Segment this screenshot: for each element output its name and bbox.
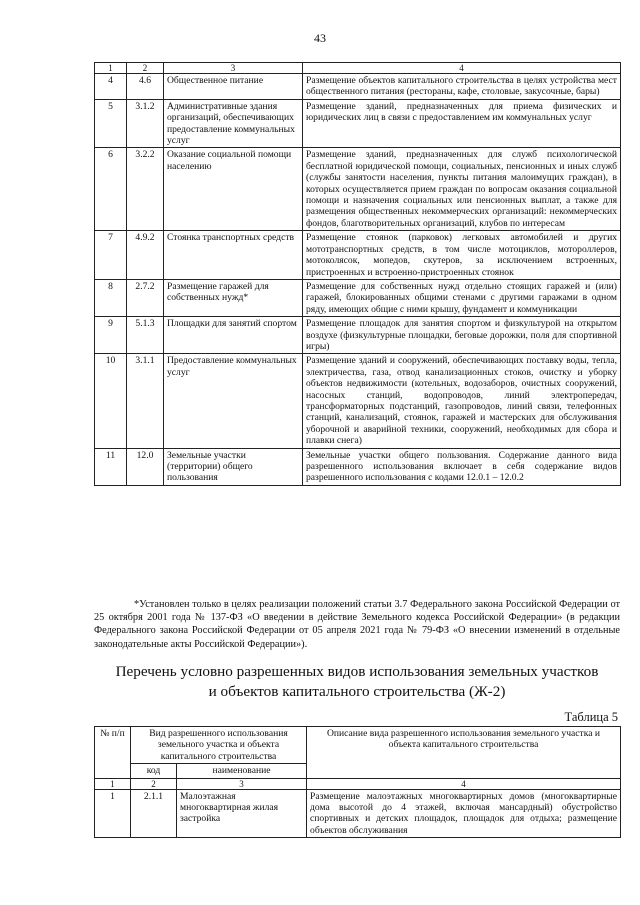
row-number: 10 bbox=[95, 354, 127, 448]
use-code: 3.2.2 bbox=[127, 148, 164, 231]
table-caption: Таблица 5 bbox=[564, 710, 618, 724]
row-number: 11 bbox=[95, 448, 127, 485]
row-number: 5 bbox=[95, 99, 127, 148]
use-description: Размещение стоянок (парковок) легковых автомобилей и других мототранспортных средств, в том числе мотоциклов, мотороллеров, мотоколясок, мопедов, скутеров, за исключением встроенных, пристроенных и встроенно-пристроенных стоянок bbox=[303, 231, 621, 280]
use-name: Предоставление коммунальных услуг bbox=[164, 354, 303, 448]
use-description: Размещение зданий и сооружений, обеспечивающих поставку воды, тепла, электричества, газа, отвод канализационных стоков, очистку и уборку объектов недвижимости (котельных, водозаборов, очистных сооружений, насосных станций, водопроводов, линий электропередач, трансформаторных подстанций, газопроводов, линий связи, телефонных станций, канализаций, стоянок, гаражей и мастерских для обслуживания уборочной и аварийной техники, сооружений, необходимых для сбора и плавки снега) bbox=[303, 354, 621, 448]
use-code: 5.1.3 bbox=[127, 317, 164, 354]
use-description: Размещение зданий, предназначенных для приема физических и юридических лиц в связи с предоставлением им коммунальных услуг bbox=[303, 99, 621, 148]
conditional-use-table bbox=[94, 726, 621, 838]
table-row bbox=[95, 231, 621, 280]
row-number: 8 bbox=[95, 279, 127, 316]
use-name: Административные здания организаций, обеспечивающих предоставление коммунальных услуг bbox=[164, 99, 303, 148]
land-use-table-continued bbox=[94, 62, 621, 486]
header-use-type: Вид разрешенного использования земельного участка и объекта капитального строительства bbox=[131, 727, 307, 764]
header-number: № п/п bbox=[95, 727, 131, 779]
section-heading bbox=[94, 662, 620, 701]
footnote: *Установлен только в целях реализации положений статьи 3.7 Федерального закона Российской Федерации от 25 октября 2001 года № 137-ФЗ «О введении в действие Земельного кодекса Российской Федерации» (в редакции Федерального закона Российской Федерации от 05 апреля 2021 года № 79-ФЗ «О внесении изменений в отдельные законодательные акты Российской Федерации»). bbox=[94, 599, 620, 650]
use-description: Размещение малоэтажных многоквартирных домов (многоквартирные дома высотой до 4 этажей, включая мансардный) обустройство спортивных и детских площадок, площадок для отдыха; размещение объектов обслуживания bbox=[307, 789, 621, 838]
heading-line: Перечень условно разрешенных видов использования земельных участков bbox=[115, 663, 599, 680]
header-row bbox=[95, 727, 621, 764]
header-code: код bbox=[131, 764, 177, 778]
use-code: 3.1.1 bbox=[127, 354, 164, 448]
use-name: Оказание социальной помощи населению bbox=[164, 148, 303, 231]
column-number: 4 bbox=[303, 63, 621, 74]
column-number: 1 bbox=[95, 63, 127, 74]
row-number: 6 bbox=[95, 148, 127, 231]
use-code: 3.1.2 bbox=[127, 99, 164, 148]
column-number: 1 bbox=[95, 778, 131, 789]
heading-line: и объектов капитального строительства (Ж-2) bbox=[208, 682, 506, 700]
column-number: 3 bbox=[177, 778, 307, 789]
table-row bbox=[95, 354, 621, 448]
column-number: 3 bbox=[164, 63, 303, 74]
use-code: 2.7.2 bbox=[127, 279, 164, 316]
use-name: Общественное питание bbox=[164, 74, 303, 100]
column-number-row bbox=[95, 778, 621, 789]
table-row bbox=[95, 317, 621, 354]
use-description: Размещение объектов капитального строительства в целях устройства мест общественного питания (рестораны, кафе, столовые, закусочные, бары) bbox=[303, 74, 621, 100]
use-description: Земельные участки общего пользования. Содержание данного вида разрешенного использования включает в себя содержание видов разрешенного использования с кодами 12.0.1 – 12.0.2 bbox=[303, 448, 621, 485]
row-number: 9 bbox=[95, 317, 127, 354]
table-row bbox=[95, 74, 621, 100]
column-number: 2 bbox=[127, 63, 164, 74]
header-name: наименование bbox=[177, 764, 307, 778]
table-row bbox=[95, 99, 621, 148]
column-number: 2 bbox=[131, 778, 177, 789]
row-number: 7 bbox=[95, 231, 127, 280]
use-code: 4.6 bbox=[127, 74, 164, 100]
use-name: Площадки для занятий спортом bbox=[164, 317, 303, 354]
table-row bbox=[95, 279, 621, 316]
use-code: 12.0 bbox=[127, 448, 164, 485]
use-description: Размещение зданий, предназначенных для служб психологической бесплатной юридической помощи, социальных, пенсионных и иных служб (службы занятости населения, пункты питания малоимущих граждан), в которых осуществляется прием граждан по вопросам оказания социальной помощи и назначения социальных или пенсионных выплат, а также для размещения общественных некоммерческих организаций: некоммерческих фондов, благотворительных организаций, клубов по интересам bbox=[303, 148, 621, 231]
use-name: Размещение гаражей для собственных нужд* bbox=[164, 279, 303, 316]
use-description: Размещение для собственных нужд отдельно стоящих гаражей и (или) гаражей, блокированных общими стенами с другими гаражами в одном ряду, имеющих общие с ними крышу, фундамент и коммуникации bbox=[303, 279, 621, 316]
use-description: Размещение площадок для занятия спортом и физкультурой на открытом воздухе (физкультурные площадки, беговые дорожки, поля для спортивной игры) bbox=[303, 317, 621, 354]
row-number: 4 bbox=[95, 74, 127, 100]
column-number-row bbox=[95, 63, 621, 74]
row-number: 1 bbox=[95, 789, 131, 838]
use-name: Земельные участки (территории) общего пользования bbox=[164, 448, 303, 485]
table-row bbox=[95, 448, 621, 485]
use-name: Стоянка транспортных средств bbox=[164, 231, 303, 280]
use-name: Малоэтажная многоквартирная жилая застройка bbox=[177, 789, 307, 838]
column-number: 4 bbox=[307, 778, 621, 789]
page-number: 43 bbox=[314, 31, 326, 45]
use-code: 4.9.2 bbox=[127, 231, 164, 280]
table-row bbox=[95, 148, 621, 231]
use-code: 2.1.1 bbox=[131, 789, 177, 838]
header-description: Описание вида разрешенного использования земельного участка и объекта капитального строительства bbox=[307, 727, 621, 779]
table-row bbox=[95, 789, 621, 838]
